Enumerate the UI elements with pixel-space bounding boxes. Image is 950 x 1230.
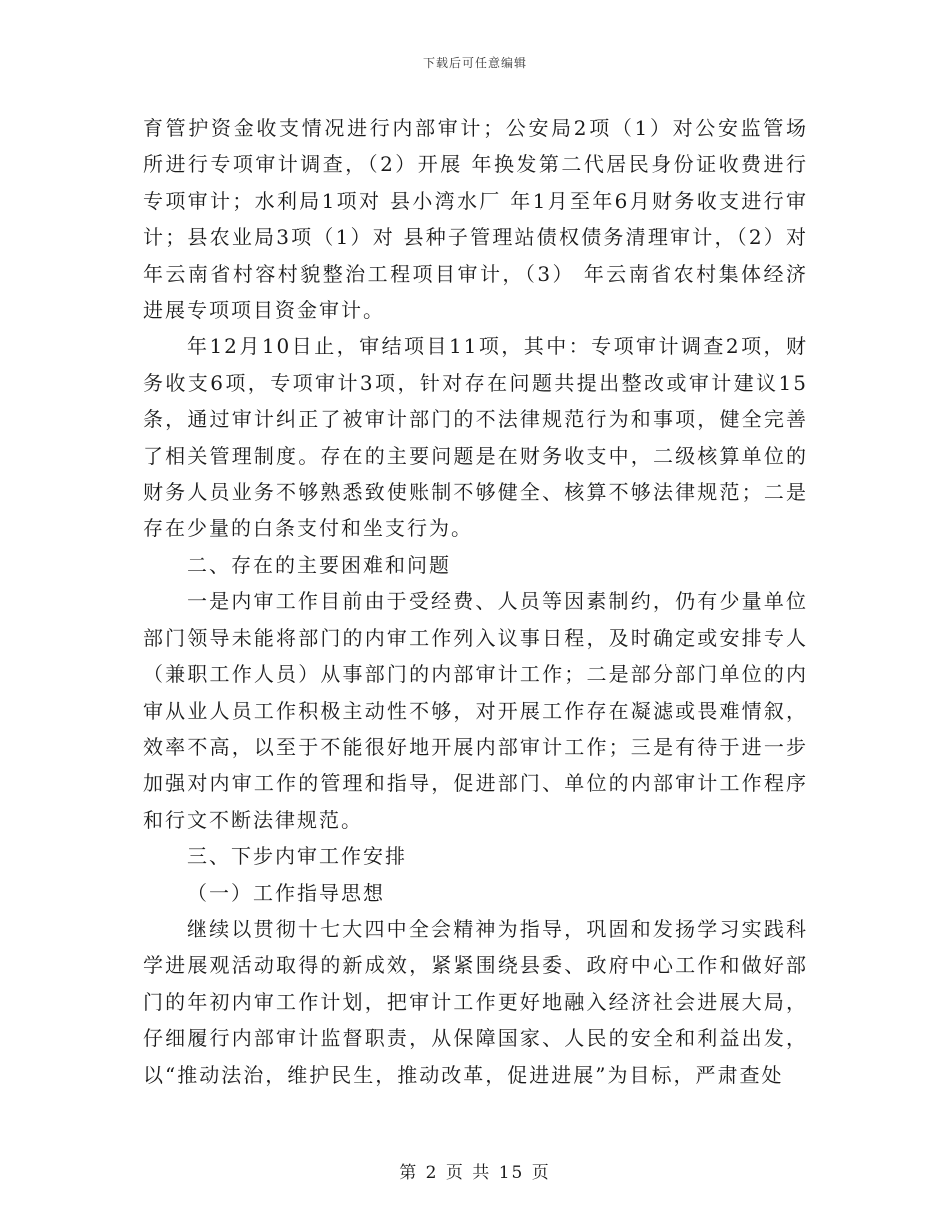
section-heading-next-steps: 三、下步内审工作安排: [187, 844, 407, 869]
paragraph-audit-summary: 年12月10日止，审结项目11项，其中：专项审计调查2项，财务收支6项，专项审计3项，针对存在问题共提出整改或审计建议15条，通过审计纠正了被审计部门的不法律规范行为和事项，健全完善了相关管理制度。存在的主要问题是在财务收支中，二级核算单位的财务人员业务不够熟悉致使账制不够健全、核算不够法律规范；二是存在少量的白条支付和坐支行为。: [143, 334, 808, 541]
paragraph-problems: 一是内审工作目前由于受经费、人员等因素制约，仍有少量单位部门领导未能将部门的内审工作列入议事日程，及时确定或安排专人（兼职工作人员）从事部门的内部审计工作；二是部分部门单位的内审从业人员工作积极主动性不够，对开展工作存在凝滤或畏难情叙，效率不高，以至于不能很好地开展内部审计工作；三是有待于进一步加强对内审工作的管理和指导，促进部门、单位的内部审计工作程序和行文不断法律规范。: [143, 589, 808, 832]
document-body: [143, 110, 808, 1093]
section-heading-problems: 二、存在的主要困难和问题: [187, 552, 451, 577]
paragraph-continuation: 育管护资金收支情况进行内部审计；公安局2项（1）对公安监管场所进行专项审计调查，（2）开展 年换发第二代居民身份证收费进行专项审计；水利局1项对 县小湾水厂 年1月至年6月财务收支进行审计；县农业局3项（1）对 县种子管理站债权债务清理审计，（2）对 年云南省村容村貌整治工程项目审计，（3） 年云南省农村集体经济进展专项项目资金审计。: [143, 116, 808, 323]
paragraph-guiding-thought: 继续以贯彻十七大四中全会精神为指导，巩固和发扬学习实践科学进展观活动取得的新成效，紧紧围绕县委、政府中心工作和做好部门的年初内审工作计划，把审计工作更好地融入经济社会进展大局，仔细履行内部审计监督职责，从保障国家、人民的安全和利益出发，以“推动法治，维护民生，推动改革，促进进展”为目标，严肃查处: [143, 916, 808, 1087]
page-header: 下载后可任意编辑: [422, 56, 527, 70]
page-number: 第 2 页 共 15 页: [399, 1163, 551, 1183]
subsection-heading-guiding-thought: （一）工作指导思想: [187, 880, 385, 905]
